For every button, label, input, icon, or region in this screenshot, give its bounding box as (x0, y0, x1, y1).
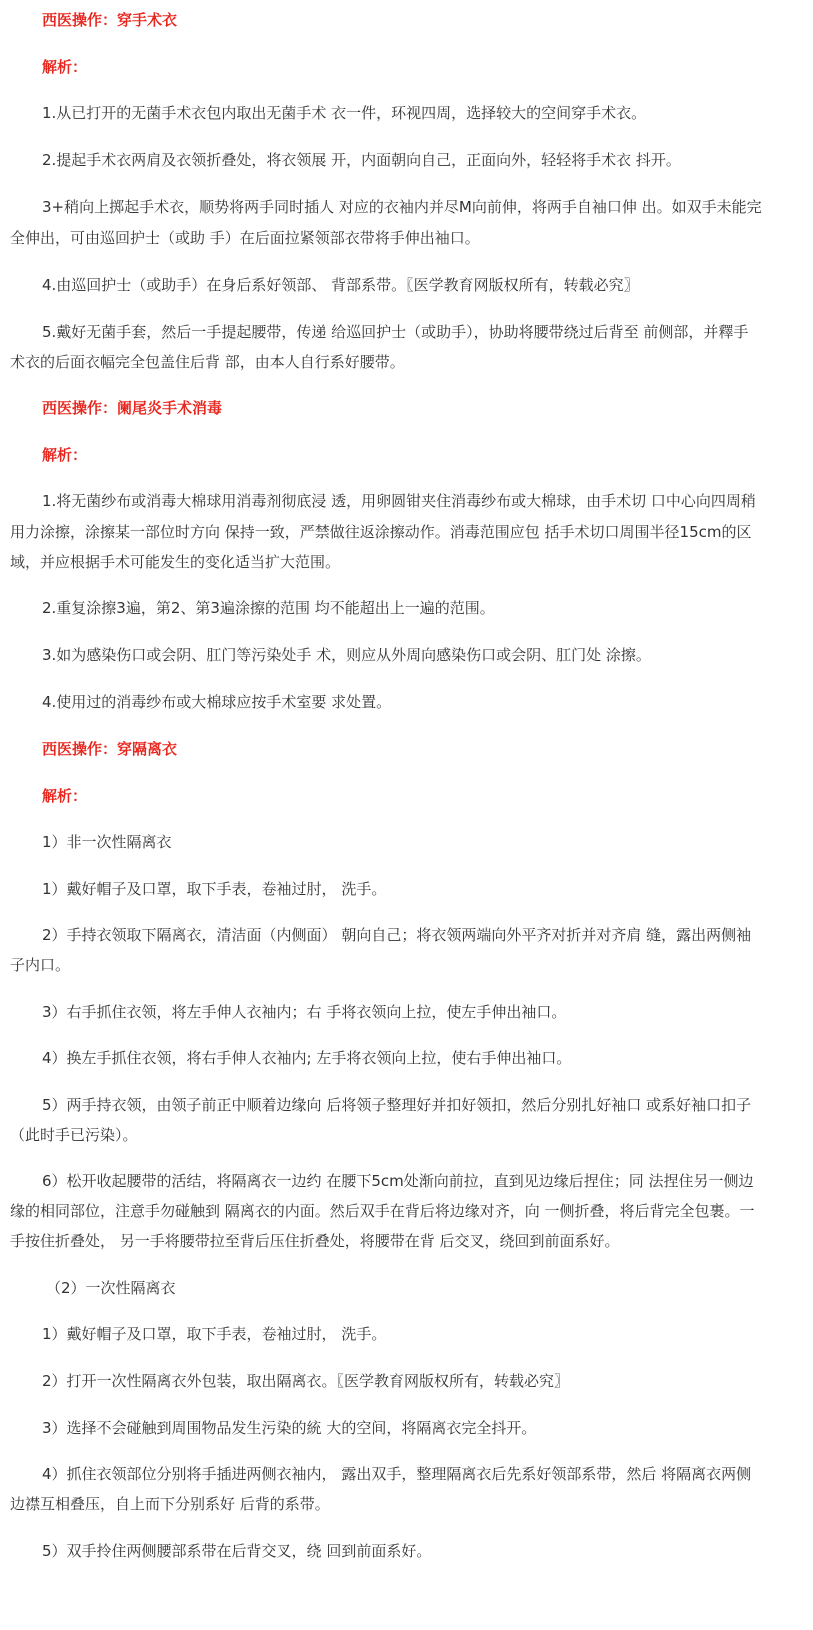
analysis-label: 解析： (42, 446, 88, 464)
paragraph-line: 子内口。 (10, 956, 71, 974)
paragraph-line: 4）换左手抓住衣领，将右手伸人衣袖内; 左手将衣领向上拉，使右手伸出袖口。 (42, 1049, 572, 1067)
paragraph-line: 5）两手持衣领，由领子前正中顺着边缘向 后将领子整理好并扣好领扣，然后分别扎好袖口 或系好袖口扣子 (42, 1096, 752, 1114)
paragraph-line: 5.戴好无菌手套，然后一手提起腰带，传递 给巡回护士（或助手），协助将腰带绕过后背至 前侧部，并釋手 (42, 323, 749, 341)
section-heading: 西医操作：穿隔离衣 (42, 740, 178, 758)
paragraph-line: 用力涂擦，涂擦某一部位时方向 保持一致，严禁做往返涂擦动作。消毒范围应包 括手术切口周围半径15cm的区 (10, 523, 752, 541)
paragraph-line: 1）非一次性隔离衣 (42, 833, 172, 851)
paragraph-line: （2）一次性隔离衣 (46, 1279, 176, 1297)
paragraph-line: 1.从已打开的无菌手术衣包内取出无菌手术 衣一件，环视四周，选择较大的空间穿手术衣。 (42, 104, 647, 122)
analysis-label: 解析： (42, 787, 88, 805)
paragraph-line: 6）松开收起腰带的活结，将隔离衣一边约 在腰下5cm处渐向前拉，直到见边缘后捏住；同 法捏住另一侧边 (42, 1172, 754, 1190)
analysis-label: 解析： (42, 58, 88, 76)
paragraph-line: 2）打开一次性隔离衣外包装，取出隔离衣。〖医学教育网版权所有，转载必究〗 (42, 1372, 570, 1390)
paragraph-line: 3）右手抓住衣领，将左手伸人衣袖内；右 手将衣领向上拉，使左手伸出袖口。 (42, 1003, 567, 1021)
paragraph-line: 2）手持衣领取下隔离衣，清洁面（内侧面） 朝向自己；将衣领两端向外平齐对折并对齐肩 缝，露出两侧袖 (42, 926, 752, 944)
paragraph-line: （此时手已污染）。 (10, 1126, 138, 1144)
paragraph-line: 4）抓住衣领部位分别将手插进两侧衣袖内， 露出双手，整理隔离衣后先系好领部系带，然后 将隔离衣两侧 (42, 1465, 752, 1483)
paragraph-line: 1.将无菌纱布或消毒大棉球用消毒剂彻底浸 透，用卵圆钳夹住消毒纱布或大棉球，由手术切 口中心向四周稍 (42, 492, 756, 510)
paragraph-line: 边襟互相叠压，自上而下分别系好 后背的系带。 (10, 1495, 330, 1513)
paragraph-line: 2.重复涂擦3遍，第2、第3遍涂擦的范围 均不能超出上一遍的范围。 (42, 599, 495, 617)
paragraph-line: 缘的相同部位，注意手勿碰触到 隔离衣的内面。然后双手在背后将边缘对齐，向 一侧折叠，将后背完全包裹。一 (10, 1202, 755, 1220)
paragraph-line: 4.由巡回护士（或助手）在身后系好领部、 背部系带。〖医学教育网版权所有，转载必究〗 (42, 276, 639, 294)
paragraph-line: 3.如为感染伤口或会阴、肛门等污染处手 术，则应从外周向感染伤口或会阴、肛门处 涂擦。 (42, 646, 651, 664)
paragraph-line: 3）选择不会碰触到周围物品发生污染的統 大的空间，将隔离衣完全抖开。 (42, 1419, 537, 1437)
paragraph-line: 3+稍向上掷起手术衣，顺势将两手同时插人 对应的衣袖内并尽M向前伸，将两手自袖口伸 出。如双手未能完 (42, 198, 762, 216)
paragraph-line: 1）戴好帽子及口罩，取下手表，卷袖过肘， 洗手。 (42, 880, 387, 898)
paragraph-line: 域，并应根据手术可能发生的变化适当扩大范围。 (10, 553, 341, 571)
paragraph-line: 手按住折叠处， 另一手将腰带拉至背后压住折叠处，将腰带在背 后交叉，绕回到前面系好。 (10, 1232, 620, 1250)
paragraph-line: 术衣的后面衣幅完全包盖住后背 部，由本人自行系好腰带。 (10, 353, 405, 371)
paragraph-line: 5）双手拎住两侧腰部系带在后背交叉，绕 回到前面系好。 (42, 1542, 432, 1560)
section-heading: 西医操作：阑尾炎手术消毒 (42, 399, 223, 417)
paragraph-line: 1）戴好帽子及口罩，取下手表，卷袖过肘， 洗手。 (42, 1325, 387, 1343)
section-heading: 西医操作：穿手术衣 (42, 11, 178, 29)
paragraph-line: 4.使用过的消毒纱布或大棉球应按手术室要 求处置。 (42, 693, 392, 711)
paragraph-line: 2.提起手术衣两肩及衣领折叠处，将衣领展 开，内面朝向自己，正面向外，轻轻将手术衣 抖开。 (42, 151, 681, 169)
paragraph-line: 全伸出，可由巡回护士（或助 手）在后面拉紧领部衣带将手伸出袖口。 (10, 229, 480, 247)
